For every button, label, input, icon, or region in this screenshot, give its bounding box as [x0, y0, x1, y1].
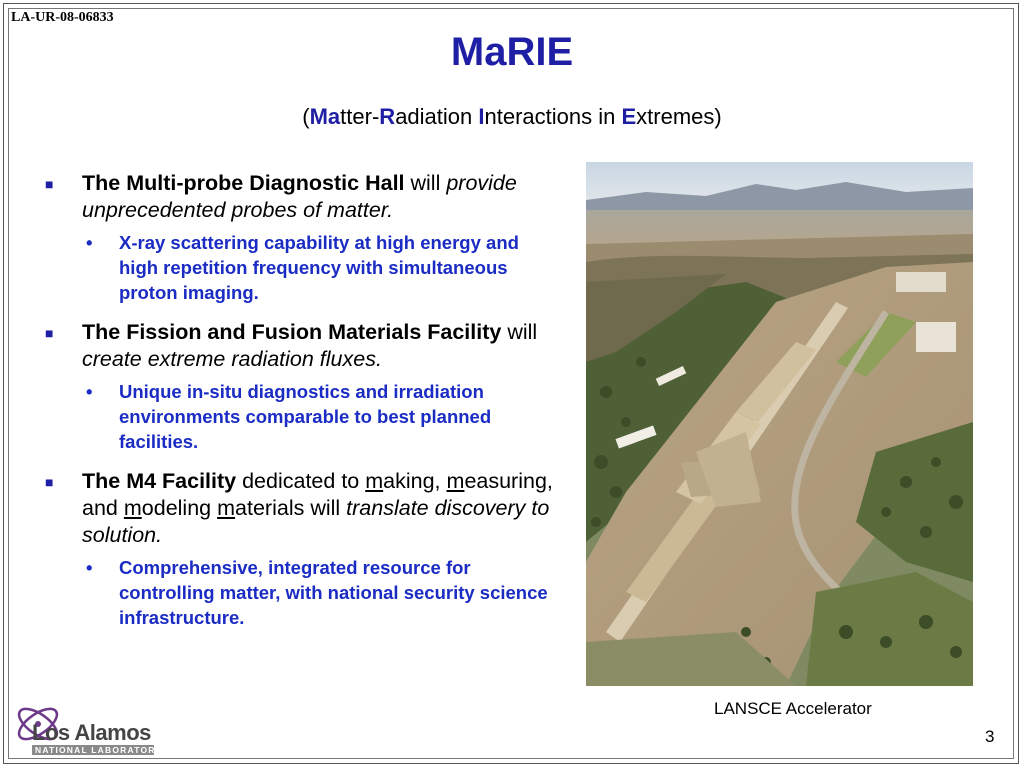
svg-text:Los Alamos: Los Alamos [32, 720, 151, 745]
sub-bullet-item [42, 230, 557, 305]
document-id: LA-UR-08-06833 [11, 10, 114, 25]
bullet-item [42, 170, 557, 224]
bullet-bold-text: The M4 Facility [82, 469, 237, 493]
bullet-italic-text: create extreme radiation fluxes. [82, 347, 382, 371]
dot-bullet-icon: • [86, 381, 93, 402]
bullet-bold-text: The Multi-probe Diagnostic Hall [82, 171, 405, 195]
sub-bullet-item [42, 379, 557, 454]
subtitle-part: nteractions in [484, 104, 622, 129]
subtitle-acronym-letter: E [621, 104, 637, 129]
square-bullet-icon: ■ [45, 325, 54, 341]
subtitle-part: xtremes) [636, 104, 722, 129]
sub-bullet-item [42, 555, 557, 630]
underlined-letter: m [123, 496, 142, 520]
sub-bullet-text: Unique in-situ diagnostics and irradiation environments comparable to best planned facilities. [119, 381, 492, 452]
bullet-text: aterials will [235, 496, 347, 520]
lansce-aerial-photo [586, 162, 973, 686]
bullet-italic-text: translate discovery to solution. [82, 496, 550, 547]
sub-bullet-text: X-ray scattering capability at high energy and high repetition frequency with simultaneous proton imaging. [119, 232, 519, 303]
bullet-text: will [501, 320, 538, 344]
bullet-italic-text: provide unprecedented probes of matter. [82, 171, 517, 222]
los-alamos-logo [6, 688, 171, 758]
page-number: 3 [985, 727, 995, 746]
subtitle-acronym-letter: I [478, 104, 485, 129]
subtitle-part: tter- [340, 104, 380, 129]
bullet-text: dedicated to [236, 469, 366, 493]
subtitle-part: ( [302, 104, 310, 129]
bullet-item [42, 468, 557, 549]
bullet-bold-text: The Fission and Fusion Materials Facility [82, 320, 502, 344]
bullet-item [42, 319, 557, 373]
square-bullet-icon: ■ [45, 474, 54, 490]
subtitle-acronym-letter: R [379, 104, 396, 129]
underlined-letter: m [446, 469, 465, 493]
subtitle-part: adiation [395, 104, 479, 129]
svg-text:NATIONAL LABORATORY: NATIONAL LABORATORY [35, 745, 163, 755]
slide-subtitle [0, 104, 1024, 130]
photo-caption: LANSCE Accelerator [714, 699, 872, 718]
bullet-text: odeling [141, 496, 218, 520]
underlined-letter: m [365, 469, 384, 493]
bullet-text: will [404, 171, 447, 195]
dot-bullet-icon: • [86, 232, 93, 253]
underlined-letter: m [217, 496, 236, 520]
bullet-text: aking, [383, 469, 447, 493]
subtitle-acronym-letter: Ma [309, 104, 341, 129]
bullet-text: easuring, and [82, 469, 553, 520]
square-bullet-icon: ■ [45, 176, 54, 192]
slide-title: MaRIE [450, 30, 574, 74]
sub-bullet-text: Comprehensive, integrated resource for controlling matter, with national security science infrastructure. [119, 557, 548, 628]
dot-bullet-icon: • [86, 557, 93, 578]
bullet-list [42, 170, 557, 644]
